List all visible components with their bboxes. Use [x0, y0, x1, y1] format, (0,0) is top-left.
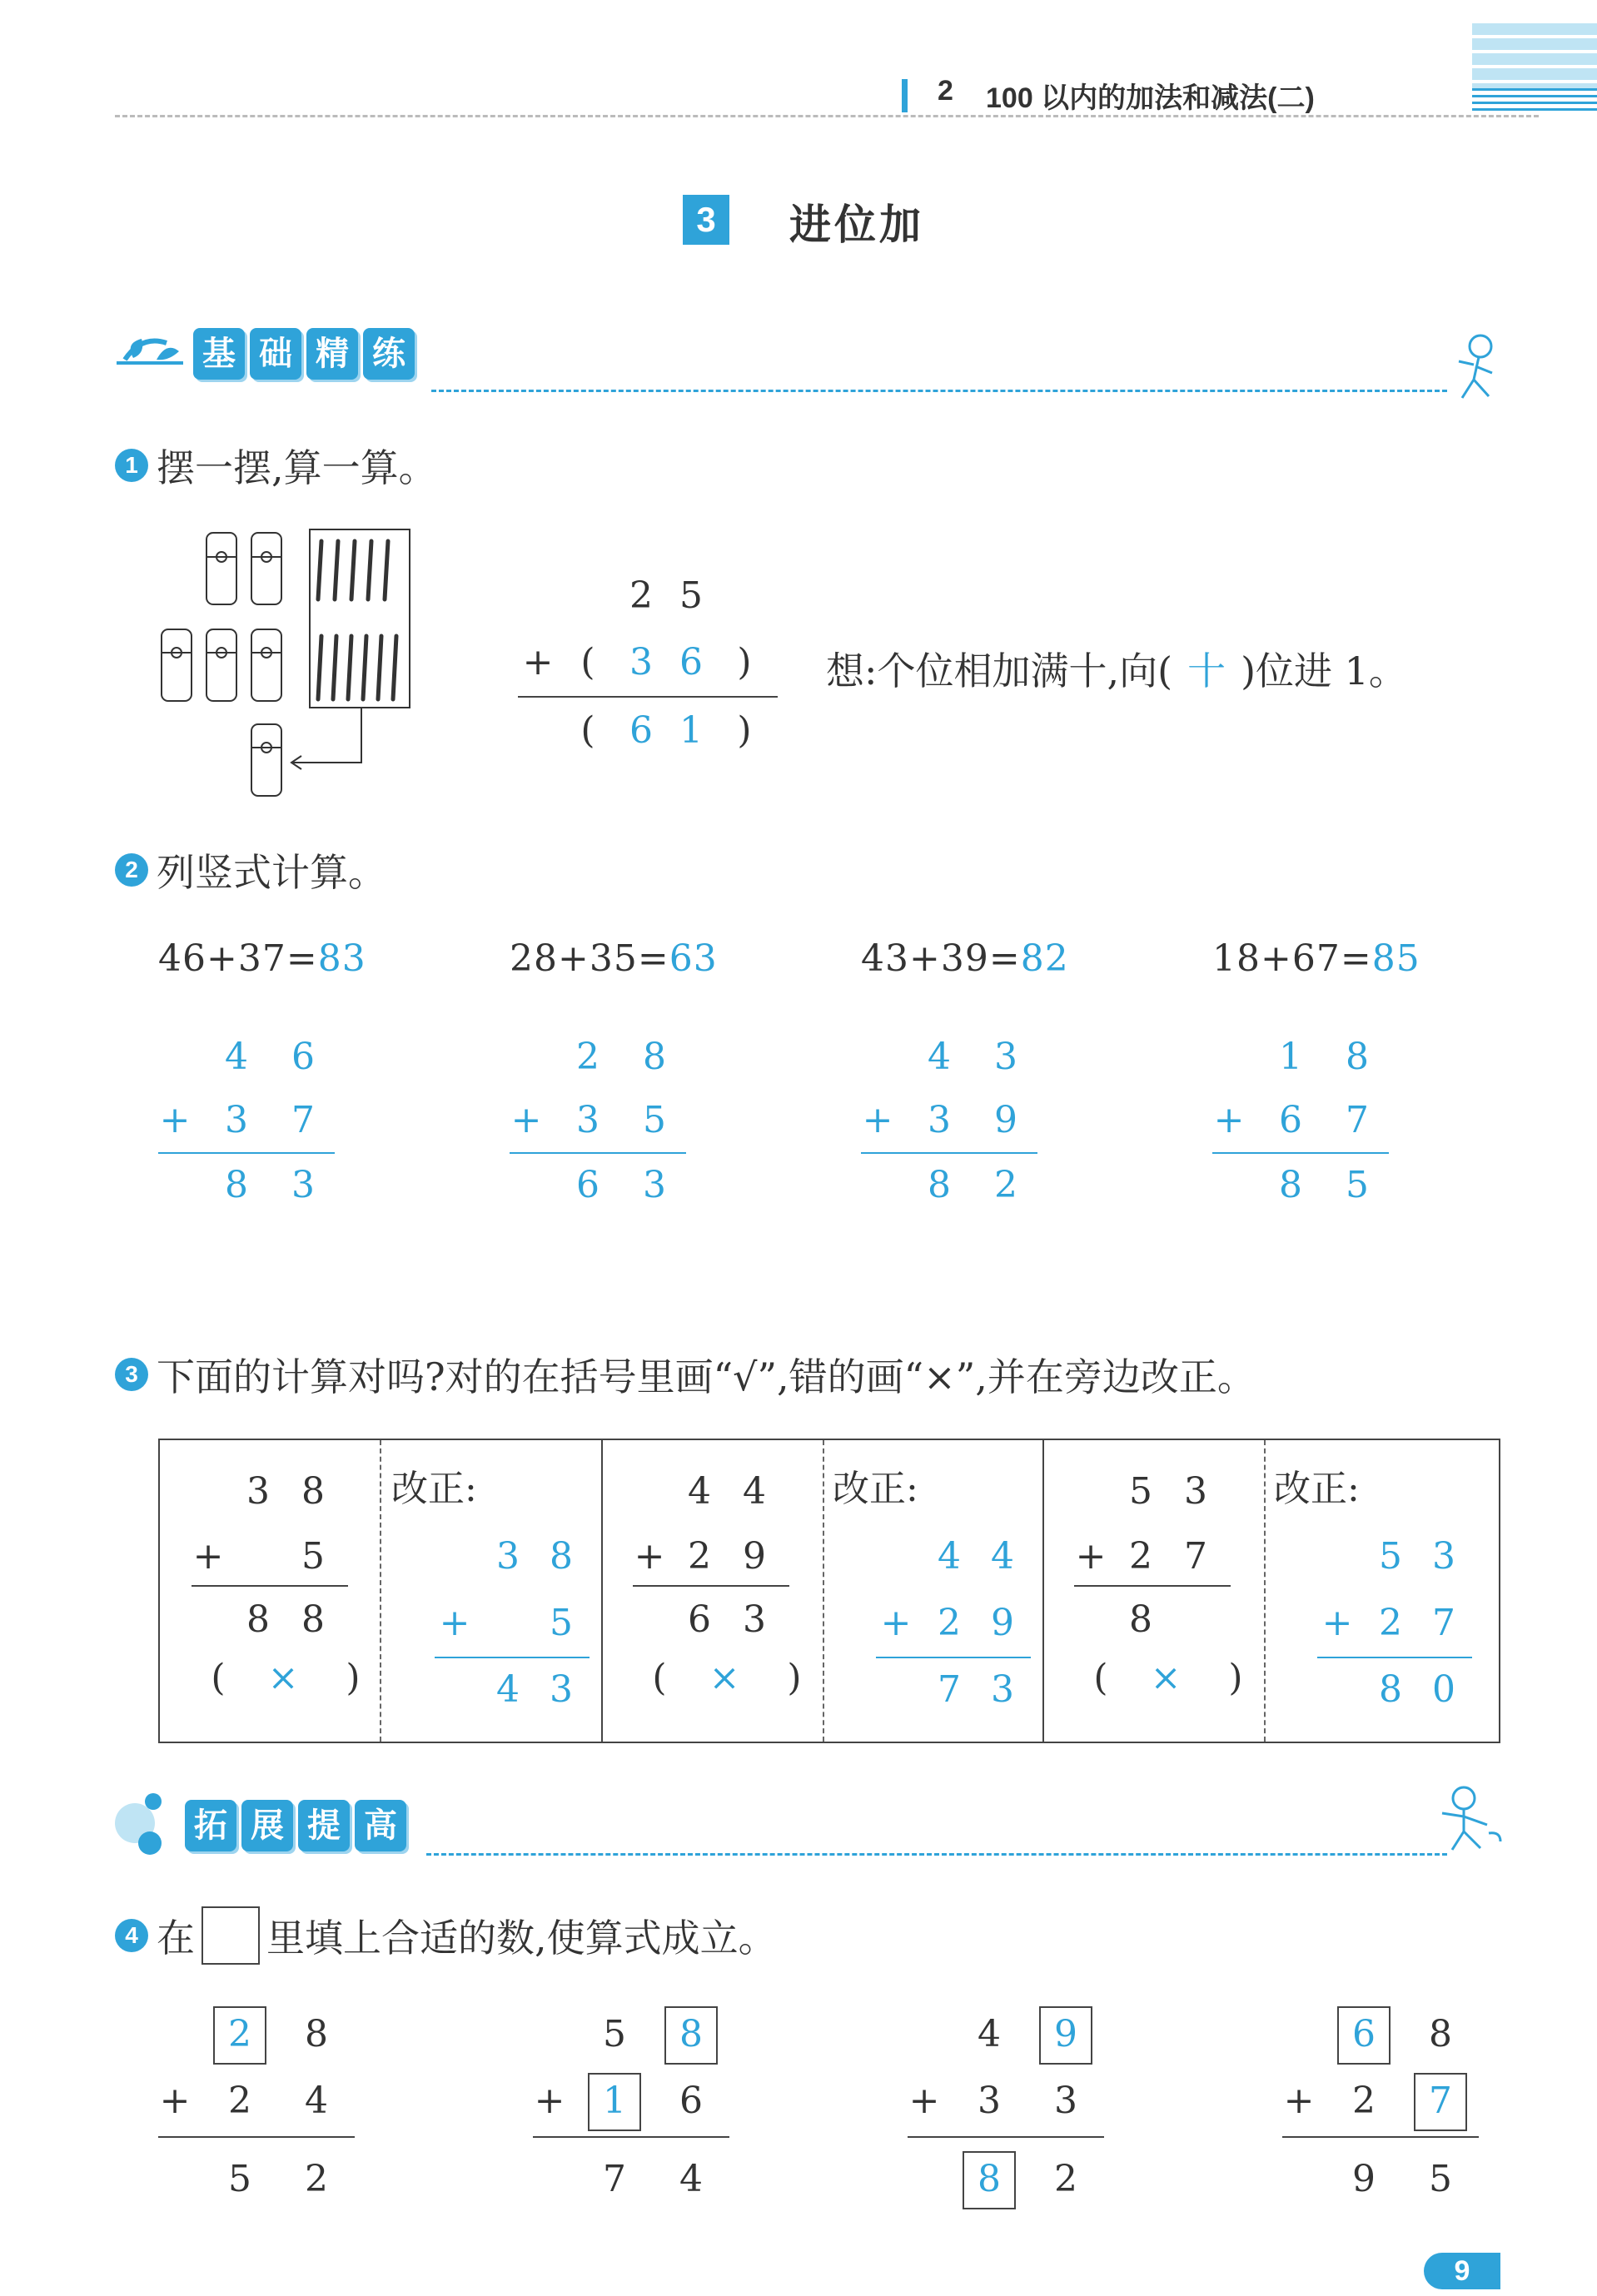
q3-fix-result-digit: 0 [1432, 1668, 1455, 1711]
q2-result-digit: 6 [576, 1164, 599, 1206]
q3-mark: × [267, 1657, 299, 1699]
q3-fix-top-digit: 5 [1379, 1535, 1402, 1578]
q2-bottom-digit: 3 [225, 1099, 248, 1141]
q3-bottom-digit: 5 [301, 1535, 325, 1578]
q3-fix-result-digit: 7 [938, 1668, 961, 1711]
q2-result-digit: 8 [1279, 1164, 1302, 1206]
q4-sum-line [533, 2136, 729, 2138]
q1-paren-close: ) [737, 709, 752, 752]
q1-addend-digit: 6 [679, 641, 703, 683]
q4-text-post: 里填上合适的数,使算式成立。 [266, 1916, 777, 1961]
page-number: 9 [1424, 2253, 1500, 2289]
q3-result-digit: 8 [1129, 1598, 1152, 1641]
q1-addend-digit: 3 [629, 641, 653, 683]
q4-digit: 2 [1054, 2158, 1077, 2200]
q3-top-digit: 3 [246, 1470, 270, 1513]
q2-plus: + [159, 1099, 191, 1141]
q4-number: 4 [115, 1919, 148, 1952]
q3-result-digit: 8 [246, 1598, 270, 1641]
sprout-icon [117, 326, 183, 380]
lesson-number: 3 [683, 195, 729, 245]
q3-fix-plus: + [439, 1602, 470, 1644]
stick-bundles-illustration [155, 519, 446, 814]
q3-plus: + [192, 1535, 224, 1578]
q3-fix-sum-line [876, 1657, 1031, 1658]
q4-header [115, 1906, 777, 1965]
q3-sum-line [633, 1585, 789, 1587]
q1-paren-open: ( [580, 641, 595, 683]
q2-answer: 82 [1020, 937, 1069, 980]
q4-box-digit: 8 [679, 2013, 703, 2055]
q4-digit: 3 [1054, 2080, 1077, 2122]
q4-plus: + [159, 2080, 191, 2122]
q2-expression [1212, 937, 1420, 980]
q2-number: 2 [115, 853, 148, 887]
q1-sum-digit: 6 [629, 709, 653, 752]
q3-fix-sum-line [1317, 1657, 1472, 1658]
q3-fix-result-digit: 3 [550, 1668, 573, 1711]
q4-box-digit: 1 [603, 2080, 626, 2122]
q2-bottom-digit: 7 [1346, 1099, 1369, 1141]
q2-plus: + [510, 1099, 542, 1141]
q2-answer: 85 [1371, 937, 1420, 980]
q2-header [115, 842, 386, 897]
banner-char: 高 [355, 1800, 406, 1851]
q3-paren-close: ) [346, 1657, 361, 1699]
q4-box-digit: 7 [1429, 2080, 1452, 2122]
section-advanced-divider [426, 1853, 1447, 1856]
q4-digit: 5 [228, 2158, 251, 2200]
q4-digit: 8 [305, 2013, 328, 2055]
q4-text-pre: 在 [157, 1916, 195, 1961]
q2-top-digit: 1 [1279, 1036, 1302, 1078]
q3-number: 3 [115, 1358, 148, 1391]
q4-digit: 4 [679, 2158, 703, 2200]
q4-digit: 2 [228, 2080, 251, 2122]
q2-bottom-digit: 5 [643, 1099, 666, 1141]
q2-bottom-digit: 7 [291, 1099, 315, 1141]
banner-char: 基 [193, 328, 245, 380]
q2-bottom-digit: 3 [576, 1099, 599, 1141]
q2-expr-text: 46+37= [158, 937, 318, 980]
q3-top-digit: 5 [1129, 1470, 1152, 1513]
q2-bottom-digit: 6 [1279, 1099, 1302, 1141]
q2-top-digit: 2 [576, 1036, 599, 1078]
q3-mark: × [1150, 1657, 1182, 1699]
q2-result-digit: 3 [643, 1164, 666, 1206]
q4-plus: + [908, 2080, 940, 2122]
q2-bottom-digit: 3 [928, 1099, 951, 1141]
q3-fix-result-digit: 3 [991, 1668, 1014, 1711]
q4-sum-line [158, 2136, 355, 2138]
running-figure-icon [1449, 331, 1507, 410]
blank-box-sample [201, 1906, 260, 1965]
q2-text: 列竖式计算。 [157, 850, 386, 895]
q2-top-digit: 4 [225, 1036, 248, 1078]
q3-paren-open: ( [211, 1657, 226, 1699]
q4-plus: + [534, 2080, 565, 2122]
q3-fix-plus: + [880, 1602, 912, 1644]
q3-result-digit: 8 [301, 1598, 325, 1641]
q3-fix-result-digit: 4 [496, 1668, 520, 1711]
q3-fix-bottom-digit: 5 [550, 1602, 573, 1644]
q3-fix-top-digit: 3 [496, 1535, 520, 1578]
q3-fix-top-digit: 3 [1432, 1535, 1455, 1578]
q4-digit: 5 [1429, 2158, 1452, 2200]
q4-digit: 7 [603, 2158, 626, 2200]
q1-plus: + [522, 641, 554, 683]
banner-char: 拓 [185, 1800, 236, 1851]
q4-digit: 3 [978, 2080, 1001, 2122]
q4-digit: 4 [305, 2080, 328, 2122]
q2-result-digit: 2 [994, 1164, 1017, 1206]
q3-paren-open: ( [1093, 1657, 1108, 1699]
q3-paren-open: ( [652, 1657, 667, 1699]
q3-sum-line [192, 1585, 348, 1587]
banner-char: 练 [363, 328, 415, 380]
q2-plus: + [862, 1099, 893, 1141]
section-advanced-banner [185, 1800, 411, 1851]
q1-hint-post: )位进 1。 [1241, 649, 1407, 693]
q1-paren-open: ( [580, 709, 595, 752]
chapter-marker [902, 79, 908, 112]
q4-sum-line [908, 2136, 1104, 2138]
q3-fix-bottom-digit: 7 [1432, 1602, 1455, 1644]
q3-paren-close: ) [787, 1657, 802, 1699]
q1-header [115, 438, 437, 493]
q3-mark: × [709, 1657, 740, 1699]
q2-top-digit: 8 [643, 1036, 666, 1078]
q1-paren-close: ) [737, 641, 752, 683]
q4-box-digit: 2 [228, 2013, 251, 2055]
q2-result-digit: 5 [1346, 1164, 1369, 1206]
q3-top-digit: 4 [743, 1470, 766, 1513]
q2-expr-text: 28+35= [510, 937, 669, 980]
q2-result-digit: 3 [291, 1164, 315, 1206]
q2-result-digit: 8 [928, 1164, 951, 1206]
banner-char: 提 [298, 1800, 350, 1851]
section-basic-divider [431, 390, 1447, 392]
q3-plus: + [1075, 1535, 1107, 1578]
q2-expr-text: 43+39= [861, 937, 1021, 980]
q3-fix-sum-line [435, 1657, 590, 1658]
q1-top-digit: 5 [679, 574, 703, 617]
section-basic-banner [193, 328, 420, 380]
q3-fix-label: 改正: [1274, 1468, 1360, 1510]
q1-top-digit: 2 [629, 574, 653, 617]
q1-text: 摆一摆,算一算。 [157, 445, 437, 490]
q3-fix-top-digit: 8 [550, 1535, 573, 1578]
header-divider [115, 115, 1539, 117]
q2-answer: 63 [669, 937, 718, 980]
q3-result-digit: 6 [688, 1598, 711, 1641]
chapter-title: 100 以内的加法和减法(二) [986, 82, 1315, 114]
q2-top-digit: 3 [994, 1036, 1017, 1078]
q3-bottom-digit: 9 [743, 1535, 766, 1578]
q3-bottom-digit: 2 [1129, 1535, 1152, 1578]
q2-sum-line [158, 1152, 335, 1154]
q3-fix-top-digit: 4 [938, 1535, 961, 1578]
q4-sum-line [1282, 2136, 1479, 2138]
q3-fix-top-digit: 4 [991, 1535, 1014, 1578]
q4-box-digit: 8 [978, 2158, 1001, 2200]
q2-sum-line [861, 1152, 1037, 1154]
q4-box-digit: 6 [1352, 2013, 1376, 2055]
q2-sum-line [1212, 1152, 1389, 1154]
q3-bottom-digit: 7 [1184, 1535, 1207, 1578]
q2-bottom-digit: 9 [994, 1099, 1017, 1141]
q1-sum-line [518, 696, 778, 698]
banner-char: 础 [250, 328, 301, 380]
q4-box-digit: 9 [1054, 2013, 1077, 2055]
q3-fix-label: 改正: [391, 1468, 477, 1510]
q4-digit: 8 [1429, 2013, 1452, 2055]
q3-bottom-digit: 2 [688, 1535, 711, 1578]
q3-fix-result-digit: 8 [1379, 1668, 1402, 1711]
q2-expression [861, 937, 1069, 980]
chapter-number: 2 [938, 75, 953, 107]
corner-decoration [1472, 23, 1597, 113]
q1-sum-digit: 1 [679, 709, 703, 752]
q3-paren-close: ) [1228, 1657, 1243, 1699]
q2-top-digit: 6 [291, 1036, 315, 1078]
q4-digit: 2 [305, 2158, 328, 2200]
q2-expression [158, 937, 366, 980]
banner-char: 展 [241, 1800, 293, 1851]
q3-fix-bottom-digit: 9 [991, 1602, 1014, 1644]
q2-result-digit: 8 [225, 1164, 248, 1206]
q2-expression [510, 937, 718, 980]
q3-plus: + [634, 1535, 665, 1578]
q3-header [115, 1347, 1256, 1402]
banner-char: 精 [306, 328, 358, 380]
q3-text: 下面的计算对吗?对的在括号里画“√”,错的画“×”,并在旁边改正。 [157, 1354, 1256, 1399]
q3-fix-bottom-digit: 2 [1379, 1602, 1402, 1644]
q4-digit: 2 [1352, 2080, 1376, 2122]
q4-digit: 5 [603, 2013, 626, 2055]
q4-digit: 4 [978, 2013, 1001, 2055]
q3-sum-line [1074, 1585, 1231, 1587]
q2-answer: 83 [317, 937, 366, 980]
q1-number: 1 [115, 449, 148, 482]
q2-sum-line [510, 1152, 686, 1154]
q4-plus: + [1283, 2080, 1315, 2122]
q1-hint-answer: 十 [1187, 649, 1226, 693]
q3-top-digit: 3 [1184, 1470, 1207, 1513]
q3-fix-bottom-digit: 2 [938, 1602, 961, 1644]
q4-digit: 6 [679, 2080, 703, 2122]
q2-expr-text: 18+67= [1212, 937, 1372, 980]
q3-fix-plus: + [1321, 1602, 1353, 1644]
q1-hint-pre: 想:个位相加满十,向( [826, 649, 1173, 693]
bubbles-icon [113, 1788, 180, 1858]
q2-top-digit: 4 [928, 1036, 951, 1078]
q3-top-digit: 8 [301, 1470, 325, 1513]
q3-fix-label: 改正: [833, 1468, 918, 1510]
q3-result-digit: 3 [743, 1598, 766, 1641]
q3-top-digit: 4 [688, 1470, 711, 1513]
q1-hint [826, 641, 1407, 696]
running-figure-icon [1434, 1782, 1505, 1860]
q2-plus: + [1213, 1099, 1245, 1141]
bundle-icon [206, 533, 236, 604]
q4-digit: 9 [1352, 2158, 1376, 2200]
q2-top-digit: 8 [1346, 1036, 1369, 1078]
lesson-title: 进位加 [789, 201, 924, 248]
